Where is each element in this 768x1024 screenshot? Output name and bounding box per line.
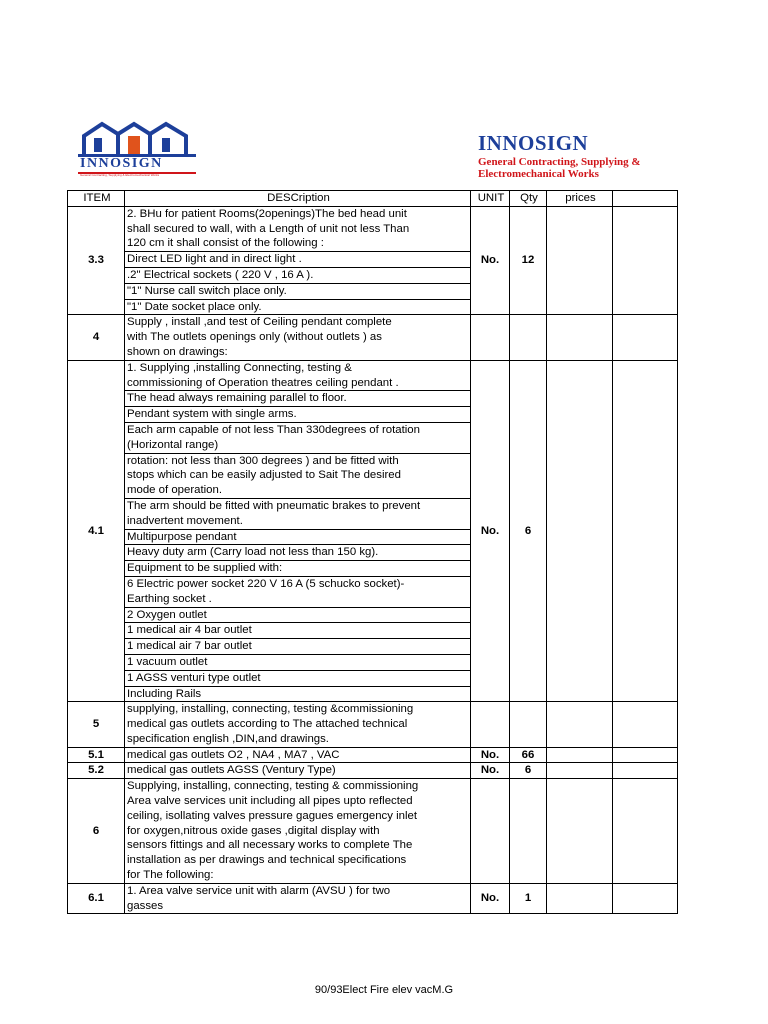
header-row	[68, 191, 678, 207]
unit-cell: No.	[471, 747, 510, 763]
description-cell: Supplying, installing, connecting, testing & commissioning Area valve services unit including all pipes upto reflected ceiling, isollating valves pressure gagues emergency inlet for oxygen,nitrous oxide gases ,digital display with sensors fittings and all necessary works to complete The installation as per drawings and technical specifications for The following:	[125, 779, 471, 884]
total-cell	[613, 747, 678, 763]
unit-cell: No.	[471, 360, 510, 702]
description-cell: Multipurpose pendant	[125, 529, 471, 545]
header-total	[613, 191, 678, 207]
item-number: 3.3	[68, 206, 125, 315]
table-row	[68, 883, 678, 914]
table-row	[68, 747, 678, 763]
qty-cell: 1	[510, 883, 547, 914]
description-cell: The arm should be fitted with pneumatic brakes to prevent inadvertent movement.	[125, 498, 471, 529]
total-cell	[613, 315, 678, 360]
table-row	[68, 206, 678, 251]
boq-table	[67, 190, 678, 914]
description-cell: Each arm capable of not less Than 330degrees of rotation (Horizontal range)	[125, 422, 471, 453]
total-cell	[613, 360, 678, 702]
price-cell	[547, 360, 613, 702]
description-cell: Including Rails	[125, 686, 471, 702]
qty-cell	[510, 779, 547, 884]
brand-name: INNOSIGN	[478, 131, 589, 155]
total-cell	[613, 779, 678, 884]
logo-tagline: General Contracting, Supplying & Electromechanical Works	[80, 173, 160, 177]
item-number: 6	[68, 779, 125, 884]
description-cell: .2" Electrical sockets ( 220 V , 16 A ).	[125, 267, 471, 283]
description-cell: rotation: not less than 300 degrees ) and be fitted with stops which can be easily adjusted to Sait The desired mode of operation.	[125, 453, 471, 498]
price-cell	[547, 883, 613, 914]
description-cell: Heavy duty arm (Carry load not less than 150 kg).	[125, 545, 471, 561]
item-number: 5.2	[68, 763, 125, 779]
table-row	[68, 779, 678, 884]
description-cell: 1 medical air 4 bar outlet	[125, 623, 471, 639]
qty-cell: 6	[510, 360, 547, 702]
item-number: 4.1	[68, 360, 125, 702]
price-cell	[547, 779, 613, 884]
total-cell	[613, 702, 678, 747]
item-number: 6.1	[68, 883, 125, 914]
table-row	[68, 315, 678, 360]
table-row	[68, 763, 678, 779]
company-logo	[78, 120, 210, 180]
price-cell	[547, 747, 613, 763]
qty-cell	[510, 315, 547, 360]
description-cell: Pendant system with single arms.	[125, 407, 471, 423]
description-cell: 2 Oxygen outlet	[125, 607, 471, 623]
brand-tagline-2: Electromechanical Works	[478, 168, 599, 180]
qty-cell: 66	[510, 747, 547, 763]
description-cell: 2. BHu for patient Rooms(2openings)The bed head unit shall secured to wall, with a Length of unit not less Than 120 cm it shall consist of the following :	[125, 206, 471, 251]
price-cell	[547, 206, 613, 315]
brand-block	[478, 132, 641, 180]
description-cell: "1" Date socket place only.	[125, 299, 471, 315]
description-cell: 1. Supplying ,installing Connecting, testing & commissioning of Operation theatres ceiling pendant .	[125, 360, 471, 391]
total-cell	[613, 763, 678, 779]
table-row	[68, 702, 678, 747]
header-description: DESCription	[125, 191, 471, 207]
description-cell: medical gas outlets AGSS (Ventury Type)	[125, 763, 471, 779]
item-number: 4	[68, 315, 125, 360]
price-cell	[547, 702, 613, 747]
header-prices: prices	[547, 191, 613, 207]
qty-cell: 6	[510, 763, 547, 779]
unit-cell	[471, 779, 510, 884]
unit-cell	[471, 315, 510, 360]
page-footer: 90/93Elect Fire elev vacM.G	[314, 984, 454, 996]
qty-cell	[510, 702, 547, 747]
unit-cell	[471, 702, 510, 747]
unit-cell: No.	[471, 883, 510, 914]
item-number: 5.1	[68, 747, 125, 763]
description-cell: Supply , install ,and test of Ceiling pendant complete with The outlets openings only (without outlets ) as shown on drawings:	[125, 315, 471, 360]
description-cell: medical gas outlets O2 , NA4 , MA7 , VAC	[125, 747, 471, 763]
price-cell	[547, 763, 613, 779]
description-cell: supplying, installing, connecting, testing &commissioning medical gas outlets according to The attached technical specification english ,DIN,and drawings.	[125, 702, 471, 747]
description-cell: 1 vacuum outlet	[125, 654, 471, 670]
qty-cell: 12	[510, 206, 547, 315]
description-cell: 1 medical air 7 bar outlet	[125, 639, 471, 655]
header-unit: UNIT	[471, 191, 510, 207]
description-cell: Equipment to be supplied with:	[125, 561, 471, 577]
price-cell	[547, 315, 613, 360]
header-qty: Qty	[510, 191, 547, 207]
unit-cell: No.	[471, 763, 510, 779]
total-cell	[613, 206, 678, 315]
description-cell: 6 Electric power socket 220 V 16 A (5 schucko socket)- Earthing socket .	[125, 576, 471, 607]
description-cell: "1" Nurse call switch place only.	[125, 283, 471, 299]
table-row	[68, 360, 678, 391]
total-cell	[613, 883, 678, 914]
logo-text: INNOSIGN	[80, 156, 163, 171]
unit-cell: No.	[471, 206, 510, 315]
item-number: 5	[68, 702, 125, 747]
description-cell: Direct LED light and in direct light .	[125, 252, 471, 268]
header-item: ITEM	[68, 191, 125, 207]
description-cell: The head always remaining parallel to floor.	[125, 391, 471, 407]
description-cell: 1. Area valve service unit with alarm (AVSU ) for two gasses	[125, 883, 471, 914]
description-cell: 1 AGSS venturi type outlet	[125, 670, 471, 686]
brand-tagline-1: General Contracting, Supplying &	[478, 156, 641, 168]
